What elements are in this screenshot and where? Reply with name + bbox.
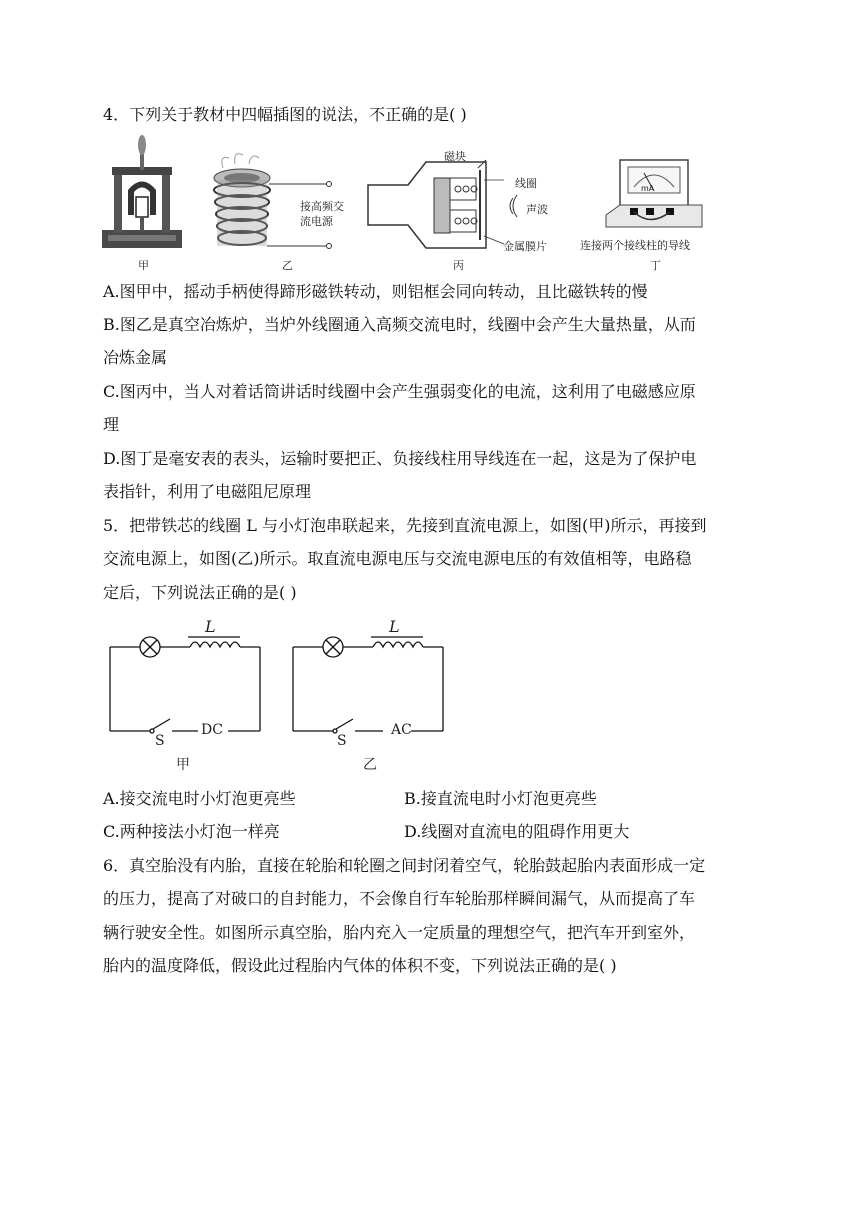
q5-yi-label: 乙 xyxy=(363,757,377,773)
q4-figure-yi-label: 乙 xyxy=(282,259,293,272)
q4-figure-ding xyxy=(600,155,710,240)
q5-yi-coil-label: L xyxy=(389,617,400,636)
q6-stem-line4: 胎内的温度降低，假设此过程胎内气体的体积不变，下列说法正确的是( ) xyxy=(103,956,617,975)
q4-figure-jia-label: 甲 xyxy=(138,259,149,272)
q6-stem-line3: 辆行驶安全性。如图所示真空胎，胎内充入一定质量的理想空气，把汽车开到室外， xyxy=(103,923,696,942)
q4-option-b-line2: 冶炼金属 xyxy=(103,348,168,367)
q4-bing-coil-label: 线圈 xyxy=(515,177,537,190)
q4-figure-jia xyxy=(100,135,190,255)
q6-stem-line2: 的压力，提高了对破口的自封能力，不会像自行车轮胎那样瞬间漏气，从而提高了车 xyxy=(103,889,696,908)
q4-figure-ding-label: 丁 xyxy=(650,259,661,272)
q5-option-a: A.接交流电时小灯泡更亮些 xyxy=(103,789,296,808)
q5-option-c: C.两种接法小灯泡一样亮 xyxy=(103,822,280,841)
q4-figure-bing-label: 丙 xyxy=(453,259,464,272)
q6-stem-line1: 6．真空胎没有内胎，直接在轮胎和轮圈之间封闭着空气，轮胎鼓起胎内表面形成一定 xyxy=(103,856,706,875)
q4-yi-label-1: 接高频交 xyxy=(300,200,344,213)
q5-jia-coil-label: L xyxy=(205,617,216,636)
q4-option-a: A.图甲中，摇动手柄使得蹄形磁铁转动，则铝框会同向转动，且比磁铁转的慢 xyxy=(103,282,648,301)
q5-option-b: B.接直流电时小灯泡更亮些 xyxy=(404,789,597,808)
q5-stem-line2: 交流电源上，如图(乙)所示。取直流电源电压与交流电源电压的有效值相等，电路稳 xyxy=(103,549,692,568)
q4-figure-bing xyxy=(366,150,526,255)
q5-yi-switch-label: S xyxy=(337,733,347,749)
q5-jia-dc-label: DC xyxy=(201,722,223,738)
q5-stem-line3: 定后，下列说法正确的是( ) xyxy=(103,583,297,602)
q4-option-c-line1: C.图丙中，当人对着话筒讲话时线圈中会产生强弱变化的电流，这利用了电磁感应原 xyxy=(103,382,696,401)
q4-option-d-line1: D.图丁是毫安表的表头，运输时要把正、负接线柱用导线连在一起，这是为了保护电 xyxy=(103,449,697,468)
q5-yi-ac-label: AC xyxy=(391,722,412,738)
q4-stem: 4．下列关于教材中四幅插图的说法，不正确的是( ) xyxy=(103,105,467,124)
q4-yi-label-2: 流电源 xyxy=(300,215,333,228)
q4-bing-magnet-label: 磁块 xyxy=(444,150,466,163)
q4-ding-meter-label: mA xyxy=(641,184,655,193)
q5-jia-switch-label: S xyxy=(155,733,165,749)
q5-option-d: D.线圈对直流电的阻碍作用更大 xyxy=(404,822,630,841)
q4-option-d-line2: 表指针，利用了电磁阻尼原理 xyxy=(103,482,312,501)
q4-bing-membrane-label: 金属膜片 xyxy=(503,240,547,253)
q4-ding-caption: 连接两个接线柱的导线 xyxy=(580,239,690,252)
q4-option-c-line2: 理 xyxy=(103,415,120,434)
q4-bing-sound-label: 声波 xyxy=(526,203,548,216)
q5-jia-label: 甲 xyxy=(176,757,190,773)
q4-option-b-line1: B.图乙是真空冶炼炉，当炉外线圈通入高频交流电时，线圈中会产生大量热量，从而 xyxy=(103,315,696,334)
q5-circuit-jia xyxy=(108,615,268,745)
q5-stem-line1: 5．把带铁芯的线圈 L 与小灯泡串联起来，先接到直流电源上，如图(甲)所示，再接到 xyxy=(103,516,707,535)
q5-circuit-yi xyxy=(291,615,451,745)
